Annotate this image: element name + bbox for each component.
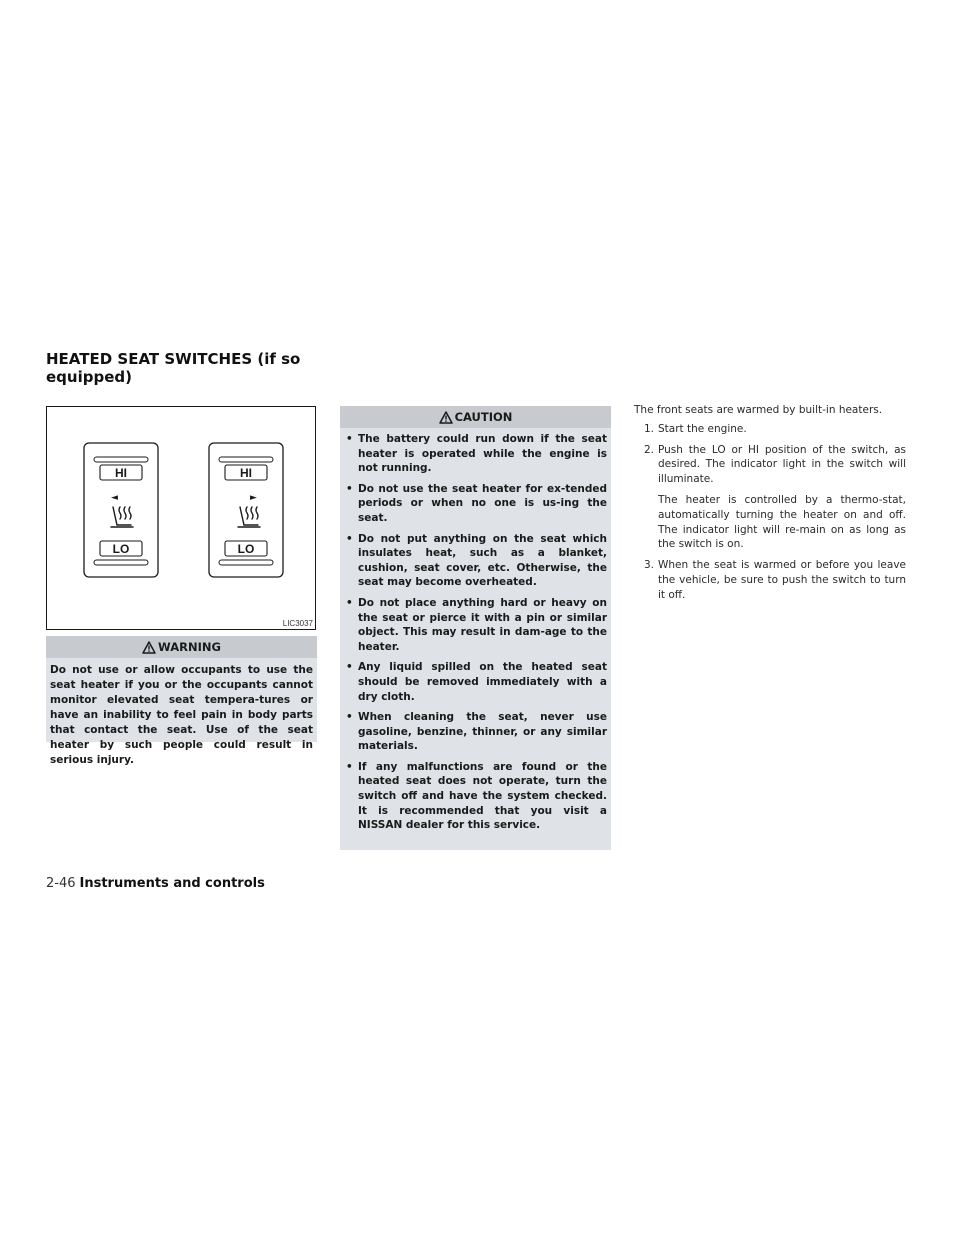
caution-item: • If any malfunctions are found or the heated seat does not operate, turn the switch off and have the system checked. It is recommended that you visit a NISSAN dealer for this service.: [344, 760, 607, 833]
steps-list: [634, 422, 906, 603]
warning-title: WARNING: [158, 640, 221, 654]
caution-item: • Any liquid spilled on the heated seat should be removed immediately with a dry cloth.: [344, 660, 607, 704]
heated-seat-switch-figure: [46, 406, 316, 630]
caution-list: [340, 428, 611, 833]
step-number: 1.: [644, 422, 655, 435]
figure-code: LIC3037: [282, 619, 313, 628]
warning-triangle-icon: [439, 411, 453, 424]
step-number: 3.: [644, 559, 655, 572]
step-text: Push the LO or HI position of the switch, as desired. The indicator light in the switch will illuminate.: [658, 443, 906, 486]
switch-illustration: [47, 407, 317, 631]
left-hi-label: HI: [115, 466, 127, 480]
warning-text: Do not use or allow occupants to use the seat heater if you or the occupants cannot monitor elevated seat tempera-tures or have an inability to feel pain in body parts that contact the seat. Use of the seat heater by such people could result in serious injury.: [50, 664, 313, 766]
caution-header: [340, 406, 611, 428]
warning-box: [46, 636, 317, 766]
step-note: The heater is controlled by a thermo-stat, automatically turning the heater on and off. The indicator light will re-main on as long as the switch is on.: [658, 493, 906, 551]
footer-section: Instruments and controls: [79, 876, 265, 891]
caution-item: • The battery could run down if the seat heater is operated while the engine is not running.: [344, 432, 607, 476]
step-number: 2.: [644, 443, 655, 456]
intro-text: The front seats are warmed by built-in heaters.: [634, 404, 883, 416]
section-title: HEATED SEAT SWITCHES (if so equipped): [46, 350, 301, 386]
warning-triangle-icon: [142, 641, 156, 654]
step-text: Start the engine.: [658, 422, 747, 435]
right-seat-switch: [209, 443, 283, 577]
step-item: [634, 443, 906, 487]
page-number: 2-46: [46, 876, 76, 891]
caution-title: CAUTION: [454, 410, 513, 424]
left-lo-label: LO: [112, 542, 130, 556]
instructions: [634, 403, 906, 609]
right-lo-label: LO: [237, 542, 255, 556]
page-footer: [46, 876, 265, 891]
left-arrow: ◄: [111, 493, 118, 503]
caution-item: • Do not place anything hard or heavy on the seat or pierce it with a pin or similar object. This may result in dam-age to the heater.: [344, 596, 607, 654]
step-text: When the seat is warmed or before you leave the vehicle, be sure to push the switch to turn it off.: [658, 559, 906, 601]
step-item: [634, 422, 906, 437]
left-seat-switch: [84, 443, 158, 577]
caution-item: • When cleaning the seat, never use gasoline, benzine, thinner, or any similar materials.: [344, 710, 607, 754]
warning-header: [46, 636, 317, 658]
caution-item: • Do not put anything on the seat which insulates heat, such as a blanket, cushion, seat cover, etc. Otherwise, the seat may become overheated.: [344, 532, 607, 590]
step-item: [634, 558, 906, 602]
caution-item: • Do not use the seat heater for ex-tended periods or when no one is us-ing the seat.: [344, 482, 607, 526]
right-hi-label: HI: [240, 466, 252, 480]
caution-box: [340, 406, 611, 850]
right-arrow: ►: [250, 493, 257, 503]
